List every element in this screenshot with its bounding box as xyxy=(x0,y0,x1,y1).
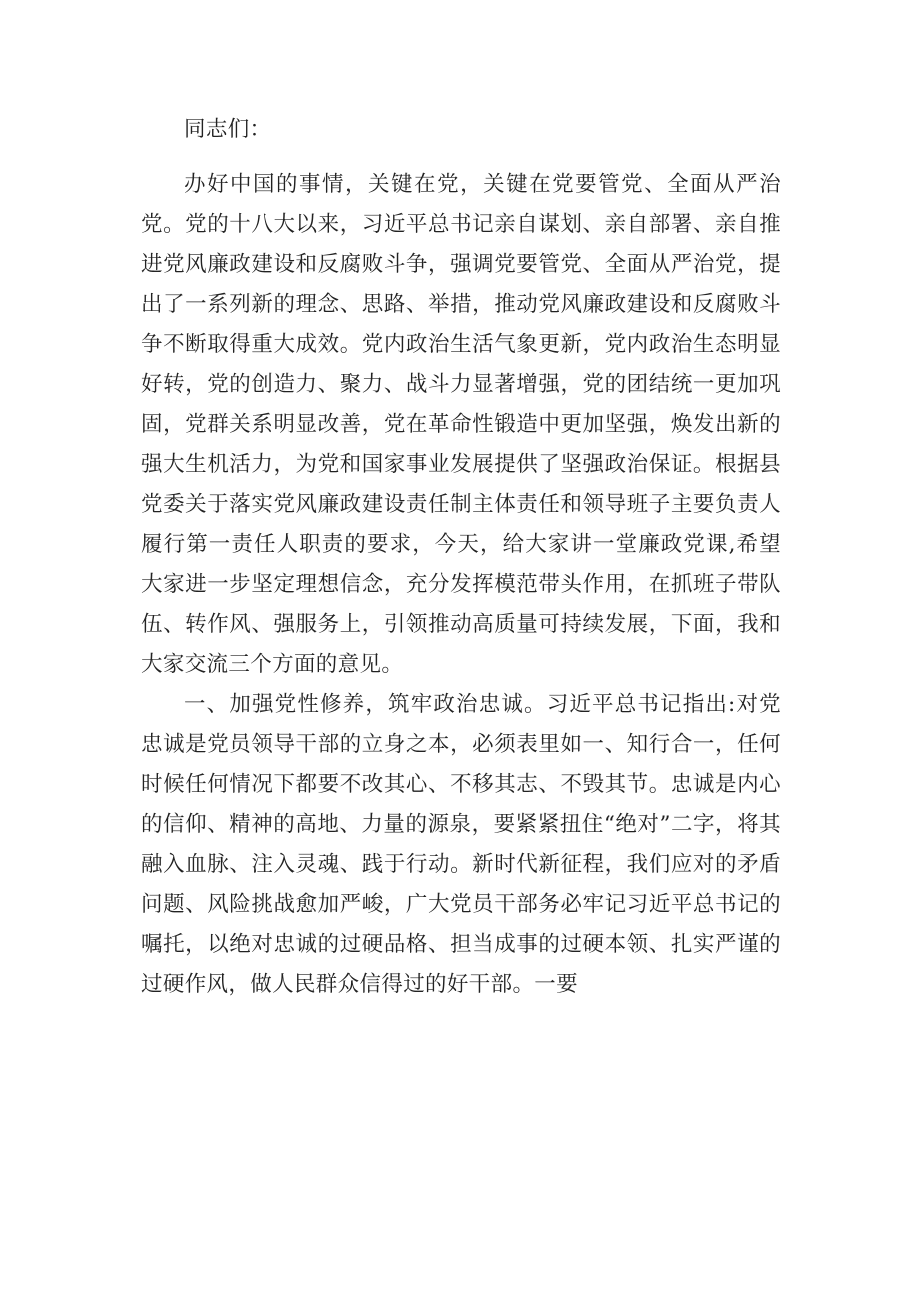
paragraph-section-one: 一、加强党性修养，筑牢政治忠诚。习近平总书记指出:对党忠诚是党员领导干部的立身之本，必须表里如一、知行合一，任何时候任何情况下都要不改其心、不移其志、不毁其节。忠诚是内心的信仰、精神的高地、力量的源泉，要紧紧扭住“绝对”二字，将其融入血脉、注入灵魂、践于行动。新时代新征程，我们应对的矛盾问题、风险挑战愈加严峻，广大党员干部务必牢记习近平总书记的嘱托，以绝对忠诚的过硬品格、担当成事的过硬本领、扎实严谨的过硬作风，做人民群众信得过的好干部。一要 xyxy=(141,692,781,997)
paragraph-intro: 办好中国的事情，关键在党，关键在党要管党、全面从严治党。党的十八大以来，习近平总书记亲自谋划、亲自部署、亲自推进党风廉政建设和反腐败斗争，强调党要管党、全面从严治党，提出了一系列新的理念、思路、举措，推动党风廉政建设和反腐败斗争不断取得重大成效。党内政治生活气象更新，党内政治生态明显好转，党的创造力、聚力、战斗力显著增强，党的团结统一更加巩固，党群关系明显改善，党在革命性锻造中更加坚强，焕发出新的强大生机活力，为党和国家事业发展提供了坚强政治保证。根据县党委关于落实党风廉政建设责任制主体责任和领导班子主要负责人履行第一责任人职责的要求，今天，给大家讲一堂廉政党课,希望大家进一步坚定理想信念，充分发挥模范带头作用，在抓班子带队伍、转作风、强服务上，引领推动高质量可持续发展，下面，我和大家交流三个方面的意见。 xyxy=(141,172,781,677)
salutation: 同志们： xyxy=(184,117,272,142)
document-body xyxy=(141,110,781,1005)
